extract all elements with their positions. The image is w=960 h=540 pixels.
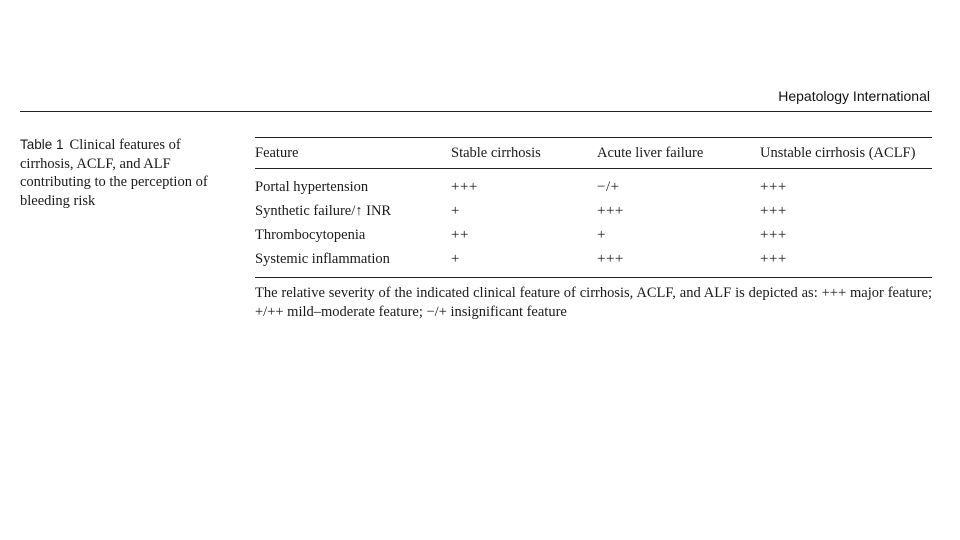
cell-alf: + xyxy=(597,227,606,243)
cell-stable: + xyxy=(451,203,460,219)
table-row xyxy=(255,175,932,199)
table xyxy=(255,137,932,322)
column-header-feature: Feature xyxy=(255,145,299,161)
cell-aclf: +++ xyxy=(760,179,787,195)
cell-aclf: +++ xyxy=(760,227,787,243)
table-header-row xyxy=(255,138,932,168)
cell-alf: +++ xyxy=(597,251,624,267)
row-feature: Systemic inflammation xyxy=(255,251,390,267)
header-rule xyxy=(20,111,932,112)
journal-name: Hepatology International xyxy=(778,88,930,104)
column-header-stable-cirrhosis: Stable cirrhosis xyxy=(451,145,541,161)
table-label: Table 1 xyxy=(20,137,64,152)
table-caption xyxy=(20,136,235,210)
table-footnote: The relative severity of the indicated clinical feature of cirrhosis, ACLF, and ALF is depicted as: +++ major feature; +/++ mild–moderate feature; −/+ insignificant feature xyxy=(255,285,932,320)
table-body xyxy=(255,169,932,277)
caption-text: Clinical features of cirrhosis, ACLF, and ALF contributing to the perception of bleeding risk xyxy=(20,137,208,209)
column-header-acute-liver-failure: Acute liver failure xyxy=(597,145,704,161)
row-feature: Thrombocytopenia xyxy=(255,227,366,243)
cell-aclf: +++ xyxy=(760,203,787,219)
table-row xyxy=(255,247,932,271)
cell-stable: ++ xyxy=(451,227,469,243)
cell-stable: + xyxy=(451,251,460,267)
table-row xyxy=(255,223,932,247)
row-feature: Portal hypertension xyxy=(255,179,369,195)
cell-alf: +++ xyxy=(597,203,624,219)
row-feature: Synthetic failure/↑ INR xyxy=(255,203,392,219)
cell-aclf: +++ xyxy=(760,251,787,267)
cell-alf: −/+ xyxy=(597,179,620,195)
cell-stable: +++ xyxy=(451,179,478,195)
column-header-unstable-cirrhosis: Unstable cirrhosis (ACLF) xyxy=(760,145,916,161)
table-row xyxy=(255,199,932,223)
